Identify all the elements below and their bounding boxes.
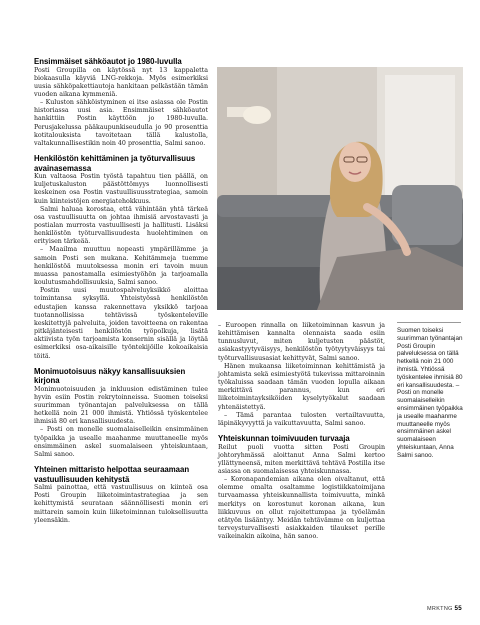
body-paragraph: Posti Groupilla on käytössä nyt 13 kappaletta biokaasulla käyviä LNG-rekkoja. Myös esimerkiksi uusia sähköpakettiautoja hankitaan pelkästään tämän vuoden aikana kymmeniä.: [34, 66, 208, 98]
body-paragraph: Reilut puoli vuotta sitten Posti Groupin johtoryhmässä aloittanut Anna Salmi kertoo yllättyneensä, miten merkittävä tehtävä Postilla itse asiassa on suomalaisessa yhteiskunnassa.: [218, 443, 385, 475]
section-heading: Ensimmäiset sähköautot jo 1980-luvulla: [34, 57, 182, 66]
body-paragraph: – Euroopen rinnalla on liiketoiminnan kasvun ja kehittämisen kannalta olennaista saada esiin tunnusluvut, miten kuljetusten päästöt, asiakastyytyväisyys, henkilöstön työtyytyväisyys tai työturvallisuusasiat kehittyvät, Salmi sanoo.: [218, 322, 385, 362]
body-paragraph: – Tämä parantaa tulosten vertailtavuutta, läpinäkyvyyttä ja vaikuttavuutta, Salmi sanoo.: [218, 411, 385, 427]
page-footer: [427, 605, 462, 612]
body-paragraph: – Kuluston sähköistyminen ei itse asiassa ole Postin historiassa uusi asia. Ensimmäiset sähköautot hankittiin Postin käyttöön jo 1980-luvulla. Perusjakelussa pääkaupunkiseudulla jo 90 prosenttia kotitalouksista tavoitetaan tällä kalustolla, valtakunnallisestikin noin 40 prosenttia, Salmi sanoo.: [34, 99, 208, 147]
portrait-photo: [217, 67, 463, 310]
body-paragraph: – Maailma muuttuu nopeasti ympärillämme ja samoin Posti sen mukana. Kehitämmeja tuemme henkilöstöä muutoksessa monin eri tavoin muun muassa panostamalla esimiestyöhön ja tarjoamalla koulutusmahdollisuuksia, Salmi sanoo.: [34, 246, 208, 287]
pull-quote-sidebar: [397, 322, 463, 460]
left-column: [34, 57, 208, 525]
section-heading: Monimuotoisuus näkyy kansallisuuksien kirjona: [34, 366, 186, 386]
body-paragraph: – Koronapandemian aikana olen oivaltanut, että olemme omalta osaltamme logistiikkatoimijana turvaamassa yhteiskunnallista toimivuutta, minkä merkitys on korostunut koronan aikana, kun liikkuvuus on ollut rajoitettumpaa ja työelämän etätyön lisääntyy. Meidän tehtävämme on kuljettaa terveysturvallisesti asiakkaiden tilaukset perille vaikeinakin aikoina, hän sanoo.: [218, 476, 385, 541]
section-heading: Yhteinen mittaristo helpottaa seuraamaan vastuullisuuden kehitystä: [34, 465, 190, 484]
body-paragraph: Hänen mukaansa liiketoiminnan kehittämistä ja johtamista sekä esimiestyötä tukevissa mittaroinnin työkaluissa saadaan tämän vuoden lopulla aikaan merkittävä parannus, kun eri liiketoimintayksiköiden kyselytyökalut saadaan yhtenäistettyä.: [218, 362, 385, 411]
section-heading: Yhteiskunnan toimivuuden turvaaja: [218, 434, 350, 444]
pull-quote-text: Suomen toiseksi suurimman työnantajan Posti Groupin palveluksessa on tällä hetkellä noin 21 000 ihmistä. Yhtiössä työskentelee ihmisiä 80 eri kansallisuudesta. – Posti on monelle suomalaiselleikin ensimmäinen työpaikka ja usealle maahanme muuttaneelle myös ensimmäinen askel suomalaiseen yhteiskuntaan, Anna Salmi sanoo.: [397, 327, 463, 459]
middle-column: [218, 322, 385, 541]
sidebar-divider: [397, 322, 461, 323]
section-heading: Henkilöstön kehittäminen ja työturvallisuus avainasemassa: [34, 154, 196, 173]
body-paragraph: Salmi painottaa, että vastuullisuus on kiinteä osa Posti Groupin liiketoimintastrategiaa ja sen kehittymistä seurataan säännöllisesti monin eri mittarein samoin kuin liiketoiminnan tuloksellisuutta yleensäkin.: [34, 484, 208, 524]
body-paragraph: Kun valtaosa Postin työstä tapahtuu tien päällä, on kuljetuskaluston päästöttömyys luonnollisesti keskeinen osa Postin vastuullisuusstrategiaa, samoin kuin kiinteistöjen energiatehokkuus.: [34, 173, 208, 205]
body-paragraph: Postin uusi muutospalveluyksikkö aloittaa toimintansa syksyllä. Yhteistyössä henkilöstön edustajien kanssa rakennettava yksikkö tarjoaa tuotannollisissa tehtävissä työskenteleville keskitettyjä palveluita, joiden tavoitteena on rakentaa pitkäjänteisesti henkilöstön työpolkuja, lisätä aktiivista työn tarjoamista konsernin sisällä ja löytää esimerkiksi osa-aikaisille työntekijöille kokoaikaisia töitä.: [34, 287, 208, 360]
body-paragraph: – Posti on monelle suomalaiselleikin ensimmäinen työpaikka ja usealle maahanme muuttaneelle myös ensimmäinen askel suomalaiseen yhteiskuntaan, Salmi sanoo.: [34, 426, 208, 458]
body-paragraph: Salmi haluaa korostaa, että vähintään yhtä tärkeä osa vastuullisuutta on johtaa ihmisiä arvostavasti ja postialan murrosta vastuullisesti ja hallitusti. Lisäksi henkilöstön työturvallisuudesta huolehtiminen on erityisen tärkeää.: [34, 205, 208, 246]
page-number: 55: [454, 605, 462, 612]
magazine-name: MRKTNG: [427, 606, 453, 612]
body-paragraph: Monimuotoisuuden ja inkluusion edistäminen tulee hyvin esiin Postin rekrytoinneissa. Suomen toiseksi suurimman työnantajan palveluksessa on tällä hetkellä noin 21 000 ihmistä. Yhtiössä työskentelee ihmisiä 80 eri kansallisuudesta.: [34, 385, 208, 426]
